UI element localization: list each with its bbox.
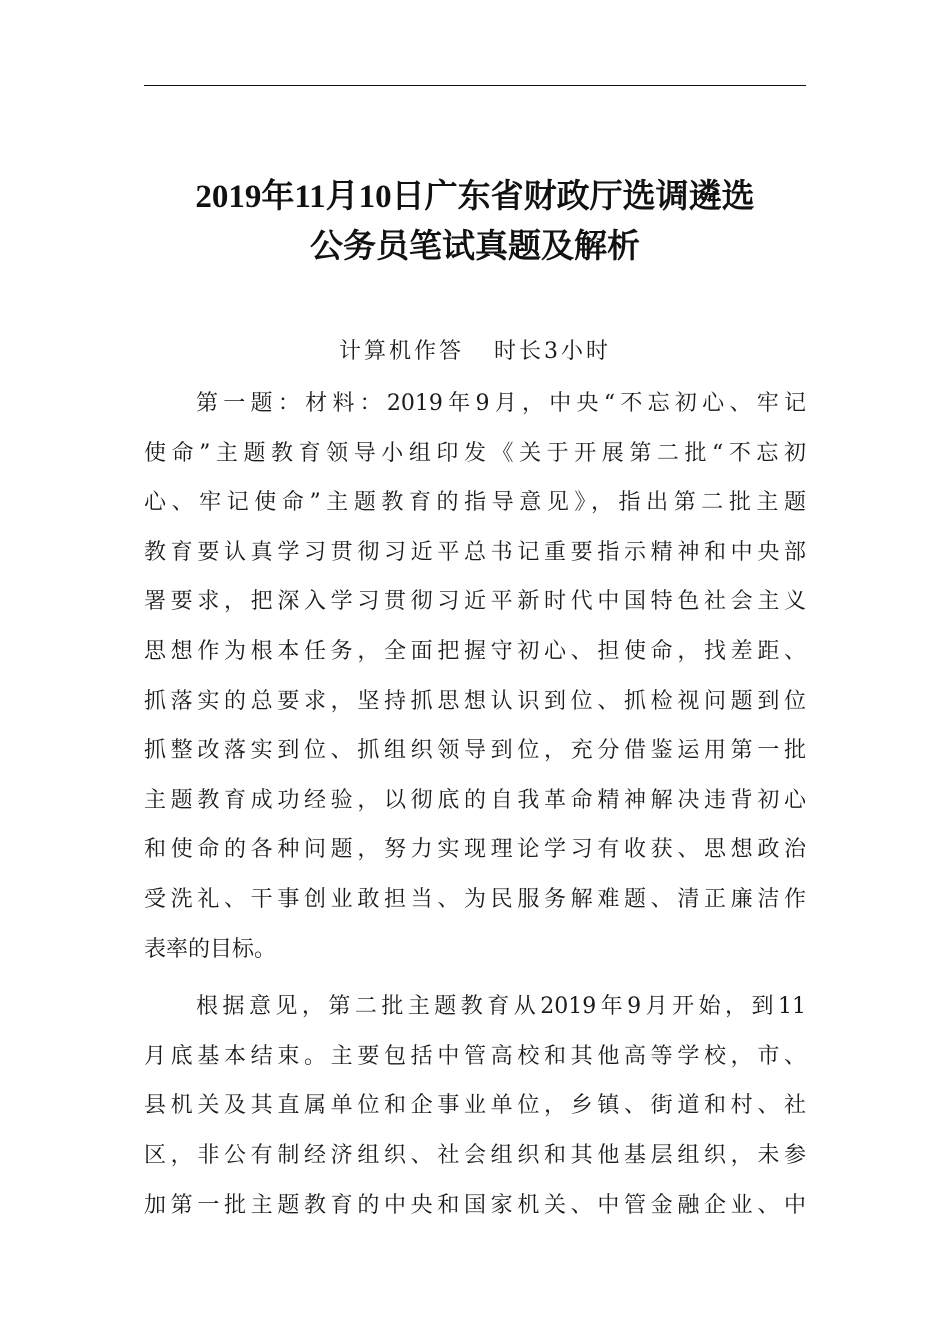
- text-line: 第一题：材料：2019年9月，中央“不忘初心、牢记: [196, 391, 806, 416]
- exam-info: 计算机作答 时长3小时: [339, 339, 611, 364]
- title-line-1: 2019年11月10日广东省财政厅选调遴选: [195, 179, 755, 215]
- text-line: 心、牢记使命”主题教育的指导意见》，指出第二批主题: [144, 490, 806, 516]
- text-line: 教育要认真学习贯彻习近平总书记重要指示精神和中央部: [144, 539, 806, 565]
- paragraph-gap: [144, 974, 806, 982]
- text-line: 表率的目标。: [144, 936, 277, 962]
- text-line: 县机关及其直属单位和企事业单位，乡镇、街道和村、社: [144, 1093, 806, 1119]
- text-line: 区，非公有制经济组织、社会组织和其他基层组织，未参: [144, 1142, 806, 1168]
- document-body: [144, 379, 806, 1230]
- text-line: 抓落实的总要求，坚持抓思想认识到位、抓检视问题到位: [144, 688, 806, 714]
- header-rule: [144, 85, 806, 86]
- text-line: 月底基本结束。主要包括中管高校和其他高等学校，市、: [144, 1043, 806, 1069]
- document-title: [144, 172, 806, 272]
- text-line: 受洗礼、干事创业敢担当、为民服务解难题、清正廉洁作: [144, 886, 806, 912]
- paragraph-2: [144, 982, 806, 1230]
- text-line: 思想作为根本任务，全面把握守初心、担使命，找差距、: [144, 638, 806, 664]
- text-line: 抓整改落实到位、抓组织领导到位，充分借鉴运用第一批: [144, 738, 806, 764]
- paragraph-1: [144, 379, 806, 974]
- text-line: 使命”主题教育领导小组印发《关于开展第二批“不忘初: [144, 440, 806, 466]
- text-line: 和使命的各种问题，努力实现理论学习有收获、思想政治: [144, 837, 806, 863]
- text-line: 加第一批主题教育的中央和国家机关、中管金融企业、中: [144, 1192, 806, 1218]
- text-line: 主题教育成功经验，以彻底的自我革命精神解决违背初心: [144, 787, 806, 813]
- text-line: 根据意见，第二批主题教育从2019年9月开始，到11: [196, 994, 806, 1020]
- text-line: 署要求，把深入学习贯彻习近平新时代中国特色社会主义: [144, 589, 806, 615]
- title-line-2: 公务员笔试真题及解析: [310, 229, 640, 265]
